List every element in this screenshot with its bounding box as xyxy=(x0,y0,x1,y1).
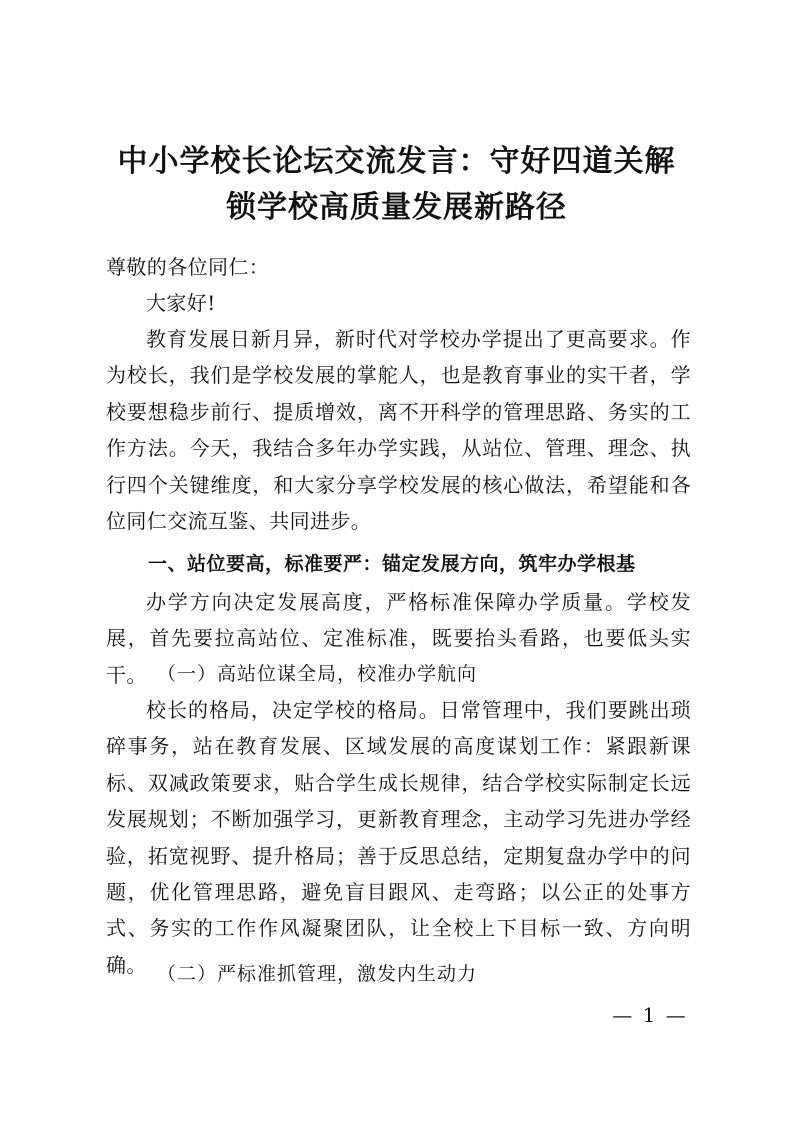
subsection-2-heading: （二）严标准抓管理，激发内生动力 xyxy=(157,963,478,985)
page-number: — 1 — xyxy=(612,1003,688,1027)
greeting: 大家好! xyxy=(146,291,216,315)
subsection-1-heading: （一）高站位谋全局，校准办学航向 xyxy=(157,663,478,685)
section-1-paragraph: 办学方向决定发展高度，严格标准保障办学质量。学校发展，首先要拉高站位、定准标准，既要抬头看路，也要低头实干。 xyxy=(106,590,691,687)
section-1-heading: 一、站位要高，标准要严：锚定发展方向，筑牢办学根基 xyxy=(148,553,636,575)
document-title-line-2: 锁学校高质量发展新路径 xyxy=(226,190,567,225)
subsection-1-paragraph: 校长的格局，决定学校的格局。日常管理中，我们要跳出琐碎事务，站在教育发展、区域发展的高度谋划工作：紧跟新课标、双减政策要求，贴合学生成长规律，结合学校实际制定长远发展规划；不断加强学习，更新教育理念，主动学习先进办学经验，拓宽视野、提升格局；善于反思总结，定期复盘办学中的问题，优化管理思路，避免盲目跟风、走弯路；以公正的处事方式、务实的工作作风凝聚团队，让全校上下目标一致、方向明确。 xyxy=(106,698,691,977)
document-title-line-1: 中小学校长论坛交流发言：守好四道关解 xyxy=(117,144,676,179)
salutation: 尊敬的各位同仁： xyxy=(106,255,270,279)
intro-paragraph: 教育发展日新月异，新时代对学校办学提出了更高要求。作为校长，我们是学校发展的掌舵人，也是教育事业的实干者，学校要想稳步前行、提质增效，离不开科学的管理思路、务实的工作方法。今天，我结合多年办学实践，从站位、管理、理念、执行四个关键维度，和大家分享学校发展的核心做法，希望能和各位同仁交流互鉴、共同进步。 xyxy=(106,327,691,534)
